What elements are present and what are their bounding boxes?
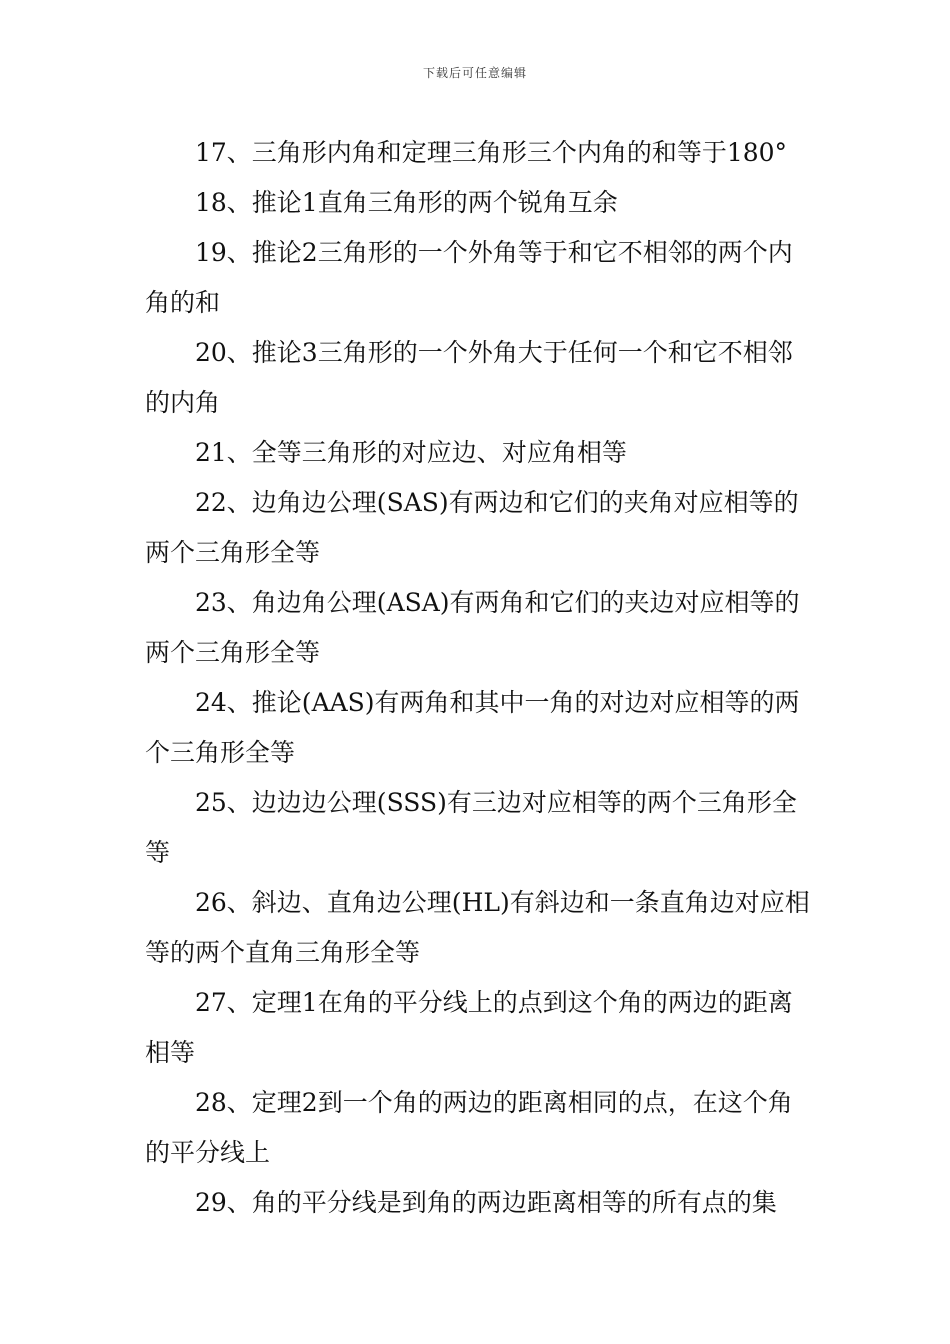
document-body <box>145 128 810 1228</box>
theorem-23: 23、角边角公理(ASA)有两角和它们的夹边对应相等的两个三角形全等 <box>145 588 800 667</box>
theorem-27: 27、定理1在角的平分线上的点到这个角的两边的距离相等 <box>145 988 793 1067</box>
theorem-18: 18、推论1直角三角形的两个锐角互余 <box>195 188 618 217</box>
theorem-19: 19、推论2三角形的一个外角等于和它不相邻的两个内角的和 <box>145 238 793 317</box>
theorem-25: 25、边边边公理(SSS)有三边对应相等的两个三角形全等 <box>145 788 797 867</box>
theorem-17: 17、三角形内角和定理三角形三个内角的和等于180° <box>195 138 788 167</box>
theorem-22: 22、边角边公理(SAS)有两边和它们的夹角对应相等的两个三角形全等 <box>145 488 799 567</box>
theorem-26: 26、斜边、直角边公理(HL)有斜边和一条直角边对应相等的两个直角三角形全等 <box>145 888 810 967</box>
page-header: 下载后可任意编辑 <box>422 66 527 80</box>
theorem-20: 20、推论3三角形的一个外角大于任何一个和它不相邻的内角 <box>145 338 793 417</box>
theorem-29: 29、角的平分线是到角的两边距离相等的所有点的集 <box>195 1188 777 1217</box>
theorem-24: 24、推论(AAS)有两角和其中一角的对边对应相等的两个三角形全等 <box>145 688 800 767</box>
theorem-21: 21、全等三角形的对应边、对应角相等 <box>195 438 627 467</box>
theorem-28: 28、定理2到一个角的两边的距离相同的点，在这个角的平分线上 <box>145 1088 793 1167</box>
